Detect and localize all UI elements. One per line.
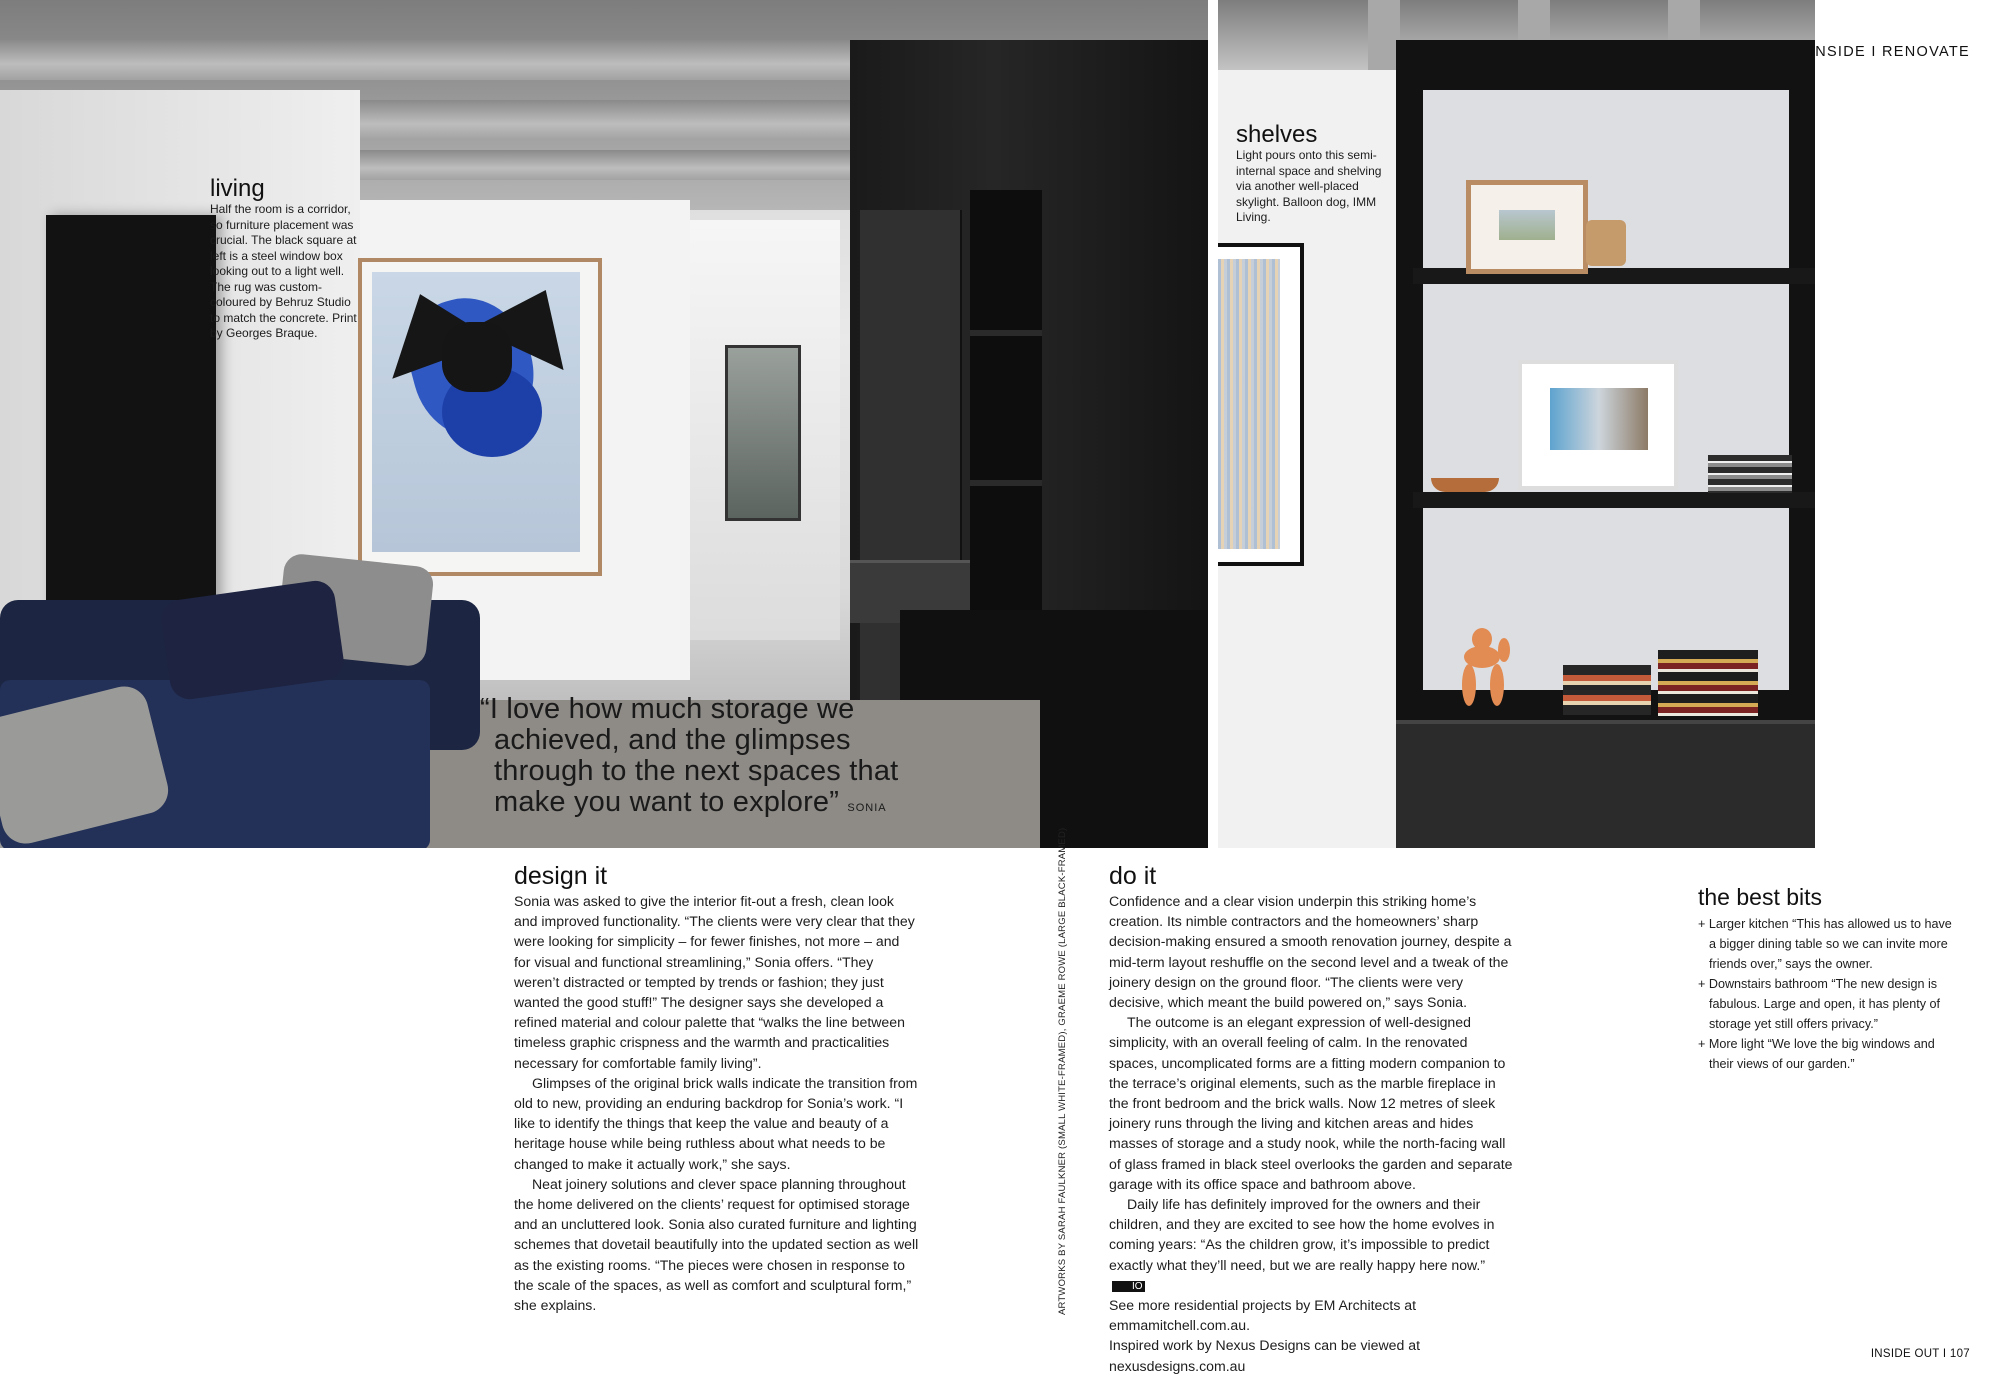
bench-seat (1396, 720, 1815, 848)
book-stack (1658, 650, 1758, 716)
white-framed-print (1518, 360, 1678, 490)
do-it-heading: do it (1109, 862, 1157, 890)
end-mark: IO (1112, 1281, 1145, 1292)
pull-quote (480, 694, 960, 824)
note: See more residential projects by EM Architects at emmamitchell.com.au. (1109, 1297, 1417, 1334)
caption-title: shelves (1236, 121, 1318, 148)
book-stack (1708, 455, 1792, 493)
shelf (1413, 492, 1815, 508)
design-it-column (514, 862, 919, 1315)
list-item: + Larger kitchen “This has allowed us to have a bigger dining table so we can invite more friends over,” says the owner. (1698, 917, 1952, 971)
do-it-body (1109, 891, 1514, 1376)
living-caption (210, 176, 360, 342)
balloon-dog (1454, 628, 1518, 708)
do-it-column (1109, 862, 1514, 1376)
design-it-body (514, 891, 919, 1315)
note: Inspired work by Nexus Designs can be viewed at nexusdesigns.com.au (1109, 1337, 1420, 1374)
pull-quote-line: “I love how much storage we (480, 693, 855, 725)
shelf-bay (970, 190, 1042, 670)
pull-quote-line: achieved, and the glimpses (494, 724, 851, 756)
list-item: + More light “We love the big windows and their views of our garden.” (1698, 1037, 1935, 1071)
best-bits-box (1698, 884, 1958, 1074)
corridor-window (725, 345, 801, 521)
wooden-bowl (1431, 478, 1499, 492)
small-framed-print (1466, 180, 1588, 274)
pull-quote-line: through to the next spaces that (494, 755, 899, 787)
paragraph: The outcome is an elegant expression of well-designed simplicity, with an overall feeling of calm. In the renovated spaces, uncomplicated forms are a fitting modern companion to the terrace’s original elements, such as the marble fireplace in the front bedroom and the brick walls. Now 12 metres of sleek joinery runs through the living and kitchen areas and hides masses of storage and a study nook, while the north-facing wall of glass framed in black steel overlooks the garden and separate garage with its office space and bathroom above. (1109, 1014, 1513, 1192)
photo-credit (1057, 827, 1075, 1315)
book-stack (1563, 665, 1651, 715)
shelves-caption (1236, 122, 1396, 226)
paragraph: Daily life has definitely improved for the owners and their children, and they are excited to see how the home evolves in coming years: “As the children grow, it’s impossible to predict exactly what they’ll need, but we are really happy here now.”IO (1109, 1196, 1495, 1292)
photo-credit-text: ARTWORKS BY SARAH FAULKNER (SMALL WHITE-FRAMED), GRAEME ROWE (LARGE BLACK-FRAMED) (1057, 827, 1068, 1315)
paragraph: Glimpses of the original brick walls indicate the transition from old to new, providing an enduring backdrop for Sonia’s work. “I like to identify the things that keep the value and beauty of a heritage house while being ruthless about what needs to be changed to make it actually work,” she says. (514, 1074, 918, 1172)
shelf (970, 330, 1042, 336)
wooden-objects (1586, 220, 1626, 266)
page-footer: INSIDE OUT I 107 (1870, 1348, 1970, 1360)
pull-quote-attribution: SONIA (847, 802, 887, 814)
best-bits-list (1698, 914, 1958, 1074)
braque-print (358, 258, 602, 576)
steel-window-box (46, 215, 216, 635)
caption-title: living (210, 175, 265, 202)
section-label: INSIDE I RENOVATE (1809, 44, 1970, 60)
caption-body: Half the room is a corridor, so furniture placement was crucial. The black square at left is a steel window box looking out to a light well. The rug was custom-coloured by Behruz Studio to match the concrete. Print by Georges Braque. (210, 202, 357, 340)
pull-quote-line: make you want to explore” SONIA (494, 786, 887, 818)
caption-body: Light pours onto this semi-internal space and shelving via another well-placed skylight. Balloon dog, IMM Living. (1236, 148, 1382, 224)
paragraph: Neat joinery solutions and clever space planning throughout the home delivered on the clients’ request for optimised storage and an uncluttered look. Sonia also curated furniture and lighting schemes that dovetail beautifully into the updated section as well as the existing rooms. “The pieces were chosen in response to the scale of the spaces, as well as comfort and sculptural form,” she explains. (514, 1175, 919, 1314)
list-item: + Downstairs bathroom “The new design is fabulous. Large and open, it has plenty of storage yet still offers privacy.” (1698, 977, 1941, 1031)
best-bits-heading: the best bits (1698, 884, 1823, 910)
paragraph: Sonia was asked to give the interior fit-out a fresh, clean look and improved functionality. “The clients were very clear that they were looking for simplicity – for fewer finishes, not more – and for visual and functional streamlining,” Sonia offers. “They weren’t distracted or tempted by trends or fashion; they just wanted the good stuff!” The designer says she developed a refined material and colour palette that “walks the line between timeless graphic crispness and the warmth and practicalities necessary for comfortable family living”. (514, 893, 915, 1071)
design-it-heading: design it (514, 862, 608, 890)
framed-artwork (1218, 243, 1304, 566)
shelf (970, 480, 1042, 486)
paragraph: Confidence and a clear vision underpin this striking home’s creation. Its nimble contractors and the homeowners’ sharp decision-making ensured a smooth renovation journey, despite a mid-term layout reshuffle on the second level and a tweak of the joinery design on the ground floor. “The clients were very decisive, which meant the build powered on,” says Sonia. (1109, 893, 1512, 1011)
